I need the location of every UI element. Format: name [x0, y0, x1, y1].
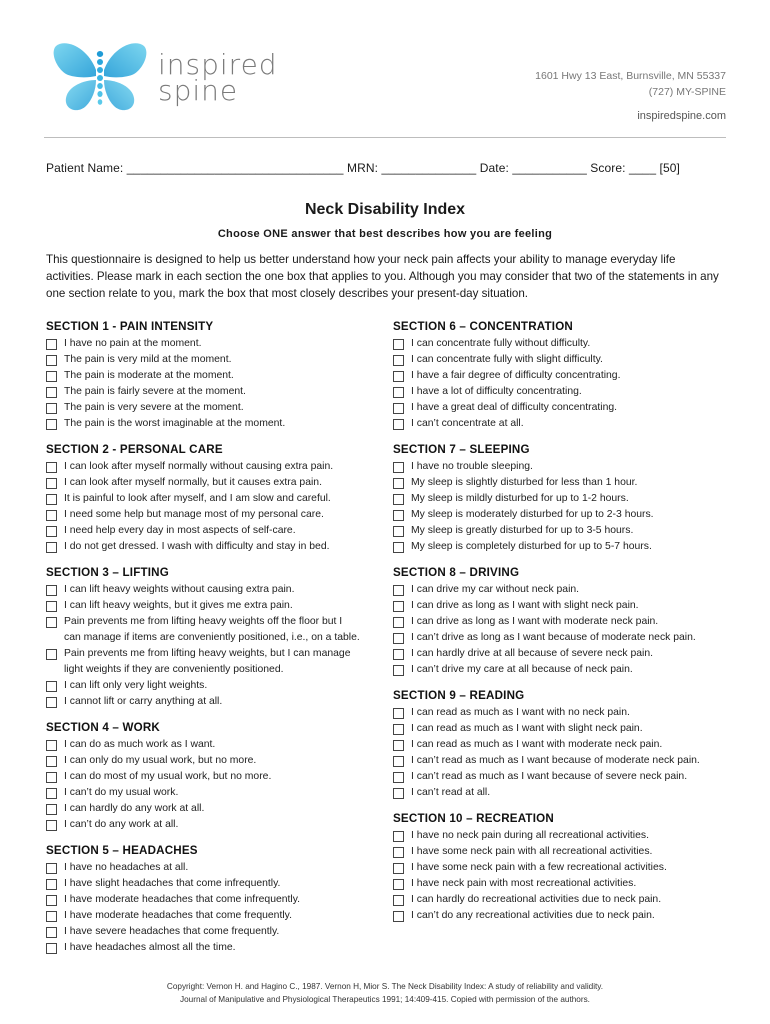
answer-option[interactable]	[46, 336, 386, 352]
page-title: Neck Disability Index	[304, 201, 466, 218]
answer-text: I can hardly do recreational activities due to neck pain.	[411, 894, 662, 905]
answer-option[interactable]	[46, 400, 386, 416]
answer-text: The pain is the worst imaginable at the moment.	[64, 418, 286, 429]
answer-option[interactable]	[46, 507, 386, 523]
answer-checkbox[interactable]	[393, 371, 404, 382]
answer-option[interactable]	[46, 491, 386, 507]
answer-option[interactable]	[393, 892, 733, 908]
answer-checkbox[interactable]	[46, 681, 57, 692]
answer-text: I cannot lift or carry anything at all.	[64, 696, 223, 707]
answer-option[interactable]	[393, 598, 733, 614]
answer-checkbox[interactable]	[46, 943, 57, 954]
answer-checkbox[interactable]	[393, 387, 404, 398]
answer-option[interactable]	[46, 539, 386, 555]
answer-option[interactable]	[46, 737, 386, 753]
answer-option[interactable]	[393, 475, 733, 491]
answer-option[interactable]	[46, 908, 386, 924]
answer-option[interactable]	[46, 384, 386, 400]
answer-checkbox[interactable]	[393, 617, 404, 628]
answer-text: I can drive my car without neck pain.	[411, 584, 580, 595]
answer-option[interactable]	[393, 368, 733, 384]
answer-text: I can lift heavy weights, but it gives me extra pain.	[64, 600, 293, 611]
left-column	[46, 320, 386, 967]
answer-option[interactable]	[393, 705, 733, 721]
answer-checkbox[interactable]	[393, 419, 404, 430]
answer-option[interactable]	[393, 737, 733, 753]
answer-checkbox[interactable]	[46, 601, 57, 612]
answer-checkbox[interactable]	[46, 879, 57, 890]
answer-text: I have no trouble sleeping.	[411, 461, 533, 472]
answer-text: I have no neck pain during all recreational activities.	[411, 830, 649, 841]
answer-checkbox[interactable]	[46, 895, 57, 906]
answer-checkbox[interactable]	[46, 462, 57, 473]
answer-checkbox[interactable]	[393, 494, 404, 505]
logo-text-line1: inspired	[158, 48, 278, 81]
answer-text: I can’t do any recreational activities due to neck pain.	[411, 910, 655, 921]
section-title-text: SECTION 8 – DRIVING	[393, 566, 520, 579]
footer-line1: Copyright: Vernon H. and Hagino C., 1987. Vernon H, Mior S. The Neck Disability Index: A study of reliability and validity.	[166, 982, 604, 991]
answer-checkbox[interactable]	[46, 617, 57, 628]
answer-checkbox[interactable]	[393, 526, 404, 537]
answer-text: I need help every day in most aspects of self-care.	[64, 525, 296, 536]
answer-checkbox[interactable]	[46, 756, 57, 767]
butterfly-logo-icon	[52, 40, 148, 116]
answer-option[interactable]	[393, 459, 733, 475]
answer-text: I have some neck pain with a few recreational activities.	[411, 862, 667, 873]
section-title-text: SECTION 10 – RECREATION	[393, 812, 554, 825]
answer-text: My sleep is mildly disturbed for up to 1-2 hours.	[411, 493, 629, 504]
answer-checkbox[interactable]	[46, 697, 57, 708]
answer-checkbox[interactable]	[393, 633, 404, 644]
question-section	[393, 320, 733, 432]
answer-option[interactable]	[393, 646, 733, 662]
answer-checkbox[interactable]	[393, 355, 404, 366]
answer-text: I can look after myself normally without causing extra pain.	[64, 461, 334, 472]
answer-option[interactable]	[393, 352, 733, 368]
answer-checkbox[interactable]	[46, 911, 57, 922]
answer-text: I can concentrate fully without difficulty.	[411, 338, 591, 349]
answer-option[interactable]	[46, 678, 386, 694]
answer-checkbox[interactable]	[393, 601, 404, 612]
answer-option[interactable]	[393, 582, 733, 598]
answer-option[interactable]	[46, 876, 386, 892]
answer-checkbox[interactable]	[46, 542, 57, 553]
question-section	[393, 812, 733, 924]
section-title-text: SECTION 9 – READING	[393, 689, 525, 702]
answer-checkbox[interactable]	[46, 403, 57, 414]
answer-option[interactable]	[393, 539, 733, 555]
answer-text: I have a great deal of difficulty concentrating.	[411, 402, 618, 413]
answer-checkbox[interactable]	[46, 478, 57, 489]
answer-text: I can’t do my usual work.	[64, 787, 179, 798]
answer-text: Pain prevents me from lifting heavy weights off the floor but I can manage if items are conveniently positioned, i.e., on a table.	[64, 616, 360, 643]
answer-option[interactable]	[46, 817, 386, 833]
answer-option[interactable]	[46, 924, 386, 940]
answer-checkbox[interactable]	[46, 339, 57, 350]
answer-option[interactable]	[393, 336, 733, 352]
answer-checkbox[interactable]	[393, 462, 404, 473]
section-title	[393, 812, 733, 825]
question-section	[393, 566, 733, 678]
answer-checkbox[interactable]	[46, 585, 57, 596]
question-section	[46, 721, 386, 833]
answer-text: I can read as much as I want with no neck pain.	[411, 707, 630, 718]
answer-checkbox[interactable]	[46, 526, 57, 537]
answer-option[interactable]	[46, 785, 386, 801]
answer-text: I have moderate headaches that come infrequently.	[64, 894, 301, 905]
answer-text: I can look after myself normally, but it causes extra pain.	[64, 477, 322, 488]
answer-option[interactable]	[46, 769, 386, 785]
answer-option[interactable]	[393, 384, 733, 400]
answer-text: I can’t do any work at all.	[64, 819, 179, 830]
answer-text: I have moderate headaches that come frequently.	[64, 910, 292, 921]
answer-text: I have slight headaches that come infrequently.	[64, 878, 281, 889]
answer-checkbox[interactable]	[393, 585, 404, 596]
answer-option[interactable]	[393, 769, 733, 785]
answer-text: I can’t read as much as I want because of severe neck pain.	[411, 771, 688, 782]
answer-text: I can lift heavy weights without causing extra pain.	[64, 584, 295, 595]
answer-option[interactable]	[46, 694, 386, 710]
answer-option[interactable]	[46, 582, 386, 598]
answer-option[interactable]	[46, 646, 386, 678]
answer-text: I need some help but manage most of my personal care.	[64, 509, 324, 520]
question-section	[393, 443, 733, 555]
answer-checkbox[interactable]	[393, 708, 404, 719]
answer-text: The pain is very severe at the moment.	[64, 402, 244, 413]
logo-wordmark	[158, 48, 278, 107]
copyright-footer	[0, 980, 770, 1006]
answer-checkbox[interactable]	[46, 740, 57, 751]
answer-text: I can hardly do any work at all.	[64, 803, 205, 814]
answer-checkbox[interactable]	[393, 665, 404, 676]
answer-text: My sleep is greatly disturbed for up to 3-5 hours.	[411, 525, 634, 536]
answer-checkbox[interactable]	[46, 820, 57, 831]
section-title-text: SECTION 1 - PAIN INTENSITY	[46, 320, 214, 333]
section-title	[393, 320, 733, 333]
address-line2: (727) MY-SPINE	[648, 86, 726, 98]
answer-checkbox[interactable]	[393, 339, 404, 350]
answer-text: I can read as much as I want with moderate neck pain.	[411, 739, 663, 750]
answer-text: The pain is moderate at the moment.	[64, 370, 234, 381]
answer-option[interactable]	[393, 828, 733, 844]
answer-text: I can hardly drive at all because of severe neck pain.	[411, 648, 654, 659]
answer-option[interactable]	[393, 491, 733, 507]
answer-checkbox[interactable]	[393, 895, 404, 906]
answer-checkbox[interactable]	[46, 649, 57, 660]
answer-checkbox[interactable]	[393, 478, 404, 489]
logo-text-line2: spine	[158, 74, 239, 107]
section-title	[393, 443, 733, 456]
answer-option[interactable]	[393, 662, 733, 678]
answer-option[interactable]	[46, 940, 386, 956]
answer-checkbox[interactable]	[393, 879, 404, 890]
answer-text: I have a lot of difficulty concentrating.	[411, 386, 582, 397]
answer-text: I have some neck pain with all recreational activities.	[411, 846, 653, 857]
answer-checkbox[interactable]	[46, 863, 57, 874]
answer-text: I can only do my usual work, but no more.	[64, 755, 257, 766]
answer-option[interactable]	[393, 860, 733, 876]
section-title-text: SECTION 6 – CONCENTRATION	[393, 320, 573, 333]
answer-checkbox[interactable]	[393, 911, 404, 922]
answer-text: I have no headaches at all.	[64, 862, 189, 873]
answer-option[interactable]	[46, 598, 386, 614]
answer-checkbox[interactable]	[46, 510, 57, 521]
answer-checkbox[interactable]	[46, 772, 57, 783]
answer-option[interactable]	[46, 614, 386, 646]
answer-text: I can’t concentrate at all.	[411, 418, 524, 429]
section-title-text: SECTION 4 – WORK	[46, 721, 160, 734]
answer-option[interactable]	[393, 523, 733, 539]
answer-option[interactable]	[393, 721, 733, 737]
answer-option[interactable]	[393, 908, 733, 924]
question-section	[46, 320, 386, 432]
answer-checkbox[interactable]	[46, 804, 57, 815]
answer-checkbox[interactable]	[46, 371, 57, 382]
answer-checkbox[interactable]	[393, 542, 404, 553]
answer-text: I can’t read at all.	[411, 787, 491, 798]
answer-text: It is painful to look after myself, and I am slow and careful.	[64, 493, 331, 504]
website-link[interactable]: inspiredspine.com	[637, 110, 726, 122]
answer-text: I can’t drive my care at all because of neck pain.	[411, 664, 633, 675]
section-title	[393, 566, 733, 579]
answer-option[interactable]	[393, 753, 733, 769]
answer-text: The pain is fairly severe at the moment.	[64, 386, 246, 397]
answer-option[interactable]	[46, 475, 386, 491]
section-title	[46, 721, 386, 734]
answer-text: I have a fair degree of difficulty concentrating.	[411, 370, 621, 381]
answer-option[interactable]	[46, 801, 386, 817]
answer-checkbox[interactable]	[393, 847, 404, 858]
answer-checkbox[interactable]	[393, 831, 404, 842]
address-line1: 1601 Hwy 13 East, Burnsville, MN 55337	[535, 70, 726, 82]
answer-text: I can lift only very light weights.	[64, 680, 208, 691]
section-title	[46, 443, 386, 456]
answer-option[interactable]	[393, 785, 733, 801]
intro-paragraph: This questionnaire is designed to help us better understand how your neck pain affects your ability to manage everyday life activities. Please mark in each section the one box that applies to you. Although you may consider that two of the statements in any one section relate to you, mark the box that most closely describes your present-day situation.	[46, 253, 719, 300]
answer-checkbox[interactable]	[393, 510, 404, 521]
footer-line2: Journal of Manipulative and Physiological Therapeutics 1991; 14:409-415. Copied with permission of the authors.	[180, 995, 590, 1004]
answer-text: I can drive as long as I want with slight neck pain.	[411, 600, 639, 611]
answer-checkbox[interactable]	[393, 724, 404, 735]
answer-checkbox[interactable]	[393, 772, 404, 783]
answer-checkbox[interactable]	[46, 419, 57, 430]
answer-text: Pain prevents me from lifting heavy weights, but I can manage light weights if they are conveniently positioned.	[64, 648, 351, 675]
page-subtitle: Choose ONE answer that best describes how you are feeling	[217, 228, 553, 240]
logo	[52, 40, 278, 116]
question-section	[46, 443, 386, 555]
answer-text: I do not get dressed. I wash with difficulty and stay in bed.	[64, 541, 330, 552]
answer-text: I have no pain at the moment.	[64, 338, 202, 349]
answer-text: My sleep is completely disturbed for up to 5-7 hours.	[411, 541, 652, 552]
answer-checkbox[interactable]	[393, 863, 404, 874]
section-title-text: SECTION 7 – SLEEPING	[393, 443, 530, 456]
answer-text: I can drive as long as I want with moderate neck pain.	[411, 616, 659, 627]
answer-checkbox[interactable]	[393, 649, 404, 660]
answer-option[interactable]	[393, 876, 733, 892]
answer-option[interactable]	[46, 368, 386, 384]
answer-checkbox[interactable]	[393, 403, 404, 414]
question-section	[46, 844, 386, 956]
answer-text: I can do most of my usual work, but no more.	[64, 771, 272, 782]
answer-option[interactable]	[393, 416, 733, 432]
answer-checkbox[interactable]	[46, 494, 57, 505]
answer-option[interactable]	[46, 459, 386, 475]
section-title-text: SECTION 2 - PERSONAL CARE	[46, 443, 223, 456]
question-section	[46, 566, 386, 710]
header-divider	[44, 137, 726, 138]
section-title	[46, 566, 386, 579]
answer-text: I have headaches almost all the time.	[64, 942, 236, 953]
answer-option[interactable]	[46, 352, 386, 368]
answer-text: I can concentrate fully with slight difficulty.	[411, 354, 603, 365]
answer-text: My sleep is moderately disturbed for up to 2-3 hours.	[411, 509, 654, 520]
question-section	[393, 689, 733, 801]
answer-option[interactable]	[46, 416, 386, 432]
section-title-text: SECTION 3 – LIFTING	[46, 566, 169, 579]
answer-text: I have severe headaches that come frequently.	[64, 926, 280, 937]
answer-text: I have neck pain with most recreational activities.	[411, 878, 637, 889]
answer-text: I can’t drive as long as I want because of moderate neck pain.	[411, 632, 696, 643]
answer-option[interactable]	[393, 400, 733, 416]
answer-option[interactable]	[46, 860, 386, 876]
right-column	[393, 320, 733, 935]
answer-checkbox[interactable]	[46, 355, 57, 366]
answer-option[interactable]	[46, 892, 386, 908]
answer-option[interactable]	[46, 523, 386, 539]
section-title-text: SECTION 5 – HEADACHES	[46, 844, 198, 857]
section-title	[46, 320, 386, 333]
section-title	[46, 844, 386, 857]
answer-option[interactable]	[46, 753, 386, 769]
answer-checkbox[interactable]	[46, 788, 57, 799]
answer-text: I can’t read as much as I want because of moderate neck pain.	[411, 755, 700, 766]
answer-option[interactable]	[393, 844, 733, 860]
answer-text: My sleep is slightly disturbed for less than 1 hour.	[411, 477, 638, 488]
clinic-address	[535, 68, 726, 124]
answer-text: I can read as much as I want with slight neck pain.	[411, 723, 643, 734]
answer-checkbox[interactable]	[46, 387, 57, 398]
patient-info-line[interactable]: Patient Name: ________________________________ MRN: ______________ Date: ___________ Score: ____ [50]	[46, 161, 680, 175]
answer-text: The pain is very mild at the moment.	[64, 354, 232, 365]
answer-checkbox[interactable]	[393, 740, 404, 751]
answer-checkbox[interactable]	[393, 788, 404, 799]
answer-option[interactable]	[393, 630, 733, 646]
answer-option[interactable]	[393, 614, 733, 630]
answer-option[interactable]	[393, 507, 733, 523]
answer-checkbox[interactable]	[46, 927, 57, 938]
answer-checkbox[interactable]	[393, 756, 404, 767]
answer-text: I can do as much work as I want.	[64, 739, 216, 750]
section-title	[393, 689, 733, 702]
